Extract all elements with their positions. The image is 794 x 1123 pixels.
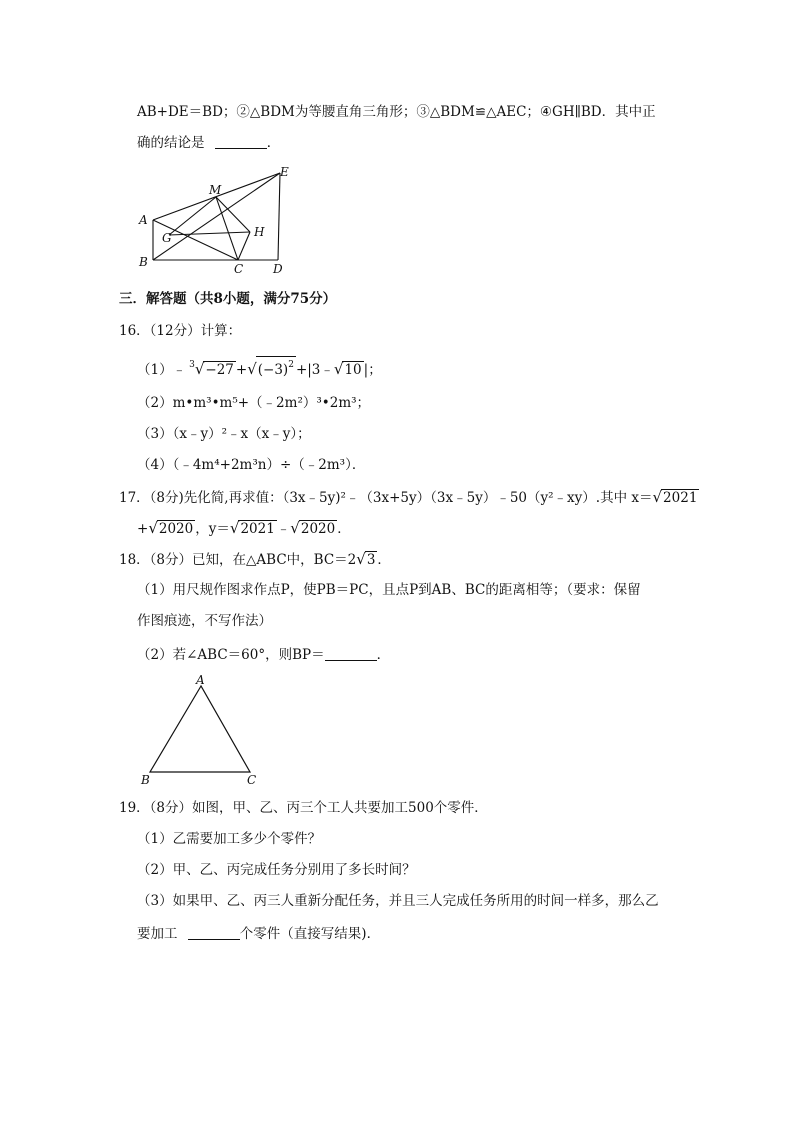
fig1-label-e: E xyxy=(280,165,289,179)
q18-heading xyxy=(119,549,391,570)
fig1-label-h: H xyxy=(254,225,265,239)
q18-part2 xyxy=(137,645,390,665)
q19-p3-prefix: 要加工 xyxy=(137,926,178,942)
radical-sign-icon: √ xyxy=(356,550,366,568)
radical-sign-icon: √ xyxy=(148,519,158,537)
fig2-label-c: C xyxy=(247,773,257,787)
q16-p1-d: |； xyxy=(363,362,382,378)
q16-p1-radicand1: −27 xyxy=(205,362,234,378)
q17-plus: + xyxy=(137,521,149,537)
q16-p1-a: （1）﹣ xyxy=(137,362,187,378)
fig2-label-a: A xyxy=(196,673,205,687)
q17-text1: 17．（8分)先化简,再求值：（3x﹣5y)²﹣（3x+5y）（3x﹣5y）﹣50（y²﹣xy）.其中 x＝ xyxy=(119,490,653,506)
q16-part3: （3）（x﹣y）²﹣x（x﹣y）； xyxy=(137,426,311,442)
q19-part3-line1: （3）如果甲、乙、丙三人重新分配任务，并且三人完成任务所用的时间一样多，那么乙 xyxy=(137,893,659,909)
q17-y-eq: ，y＝ xyxy=(195,521,230,537)
q18-triangle-figure xyxy=(136,672,266,792)
q15-conclusions-line: AB+DE＝BD；②△BDM为等腰直角三角形；③△BDM≌△AEC；④GH∥BD．其中正 xyxy=(137,104,656,120)
q17-radicand-b: 2020 xyxy=(158,521,194,537)
q17-line2 xyxy=(137,518,351,539)
fig1-label-g: G xyxy=(162,231,172,245)
q18-p2-blank xyxy=(325,646,377,661)
q18-p2-suffix: ． xyxy=(376,647,391,663)
radical-sign-icon: √ xyxy=(194,360,205,378)
q18-part1-line1: （1）用尺规作图求作点P，使PB＝PC，且点P到AB、BC的距离相等；（要求：保留 xyxy=(137,582,641,598)
fig1-label-a: A xyxy=(139,213,148,227)
q19-p3-suffix: 个零件（直接写结果)． xyxy=(239,926,381,942)
q18-p2-prefix: （2）若∠ABC＝60°，则BP＝ xyxy=(137,647,325,663)
q17-radicand-a: 2021 xyxy=(663,490,698,506)
q16-part2: （2）m•m³•m⁵+（﹣2m²）³•2m³； xyxy=(137,395,371,411)
q19-part2: （2）甲、乙、丙完成任务分别用了多长时间？ xyxy=(137,862,416,878)
q15-answer-blank xyxy=(215,134,267,149)
q16-p1-radicand3: 10 xyxy=(344,362,362,378)
q17-minus: ﹣ xyxy=(276,521,291,537)
radical-sign-icon: √ xyxy=(290,519,300,537)
q15-answer-prefix: 确的结论是 xyxy=(137,135,205,151)
section-3-heading: 三．解答题（共8小题，满分75分） xyxy=(119,291,337,307)
q18-head-end: ． xyxy=(377,552,391,568)
q19-p3-blank xyxy=(188,925,240,940)
q18-head-text: 18．（8分）已知，在△ABC中，BC＝2 xyxy=(119,552,357,568)
q15-answer-suffix: ． xyxy=(266,135,281,151)
q17-radicand-d: 2020 xyxy=(300,521,336,537)
fig1-label-c: C xyxy=(234,262,244,276)
q19-part1: （1）乙需要加工多少个零件？ xyxy=(137,831,322,847)
q16-p1-r2-base: (−3) xyxy=(257,362,289,378)
q16-part4: （4）（﹣4m⁴+2m³n）÷（﹣2m³）． xyxy=(137,457,366,473)
q15-geometry-figure xyxy=(130,162,300,280)
radical-sign-icon: √ xyxy=(229,519,240,537)
q16-p1-index: 3 xyxy=(189,360,195,370)
q19-heading: 19．（8分）如图，甲、乙、丙三个工人共要加工500个零件． xyxy=(119,800,488,816)
fig1-label-d: D xyxy=(273,262,283,276)
q17-line1 xyxy=(119,487,699,508)
q16-p1-r2-exp: 2 xyxy=(288,360,294,370)
fig1-label-b: B xyxy=(139,255,148,269)
q17-radicand-c: 2021 xyxy=(240,521,275,537)
q17-end: ． xyxy=(337,521,351,537)
q16-heading: 16．（12分）计算： xyxy=(119,323,242,339)
q19-part3-line2 xyxy=(137,924,380,944)
fig2-label-b: B xyxy=(141,773,150,787)
fig1-label-m: M xyxy=(209,183,222,197)
q18-radicand: 3 xyxy=(366,552,376,568)
radical-sign-icon: √ xyxy=(247,360,257,378)
q18-part1-line2: 作图痕迹，不写作法） xyxy=(137,613,272,629)
q16-p1-c: +|3﹣ xyxy=(295,362,334,378)
q16-p1-radicand2 xyxy=(256,356,296,378)
q15-answer-line xyxy=(137,133,280,153)
q16-part1 xyxy=(137,355,382,380)
q16-p1-b: + xyxy=(235,362,248,378)
radical-sign-icon: √ xyxy=(333,360,344,378)
radical-sign-icon: √ xyxy=(652,488,663,506)
